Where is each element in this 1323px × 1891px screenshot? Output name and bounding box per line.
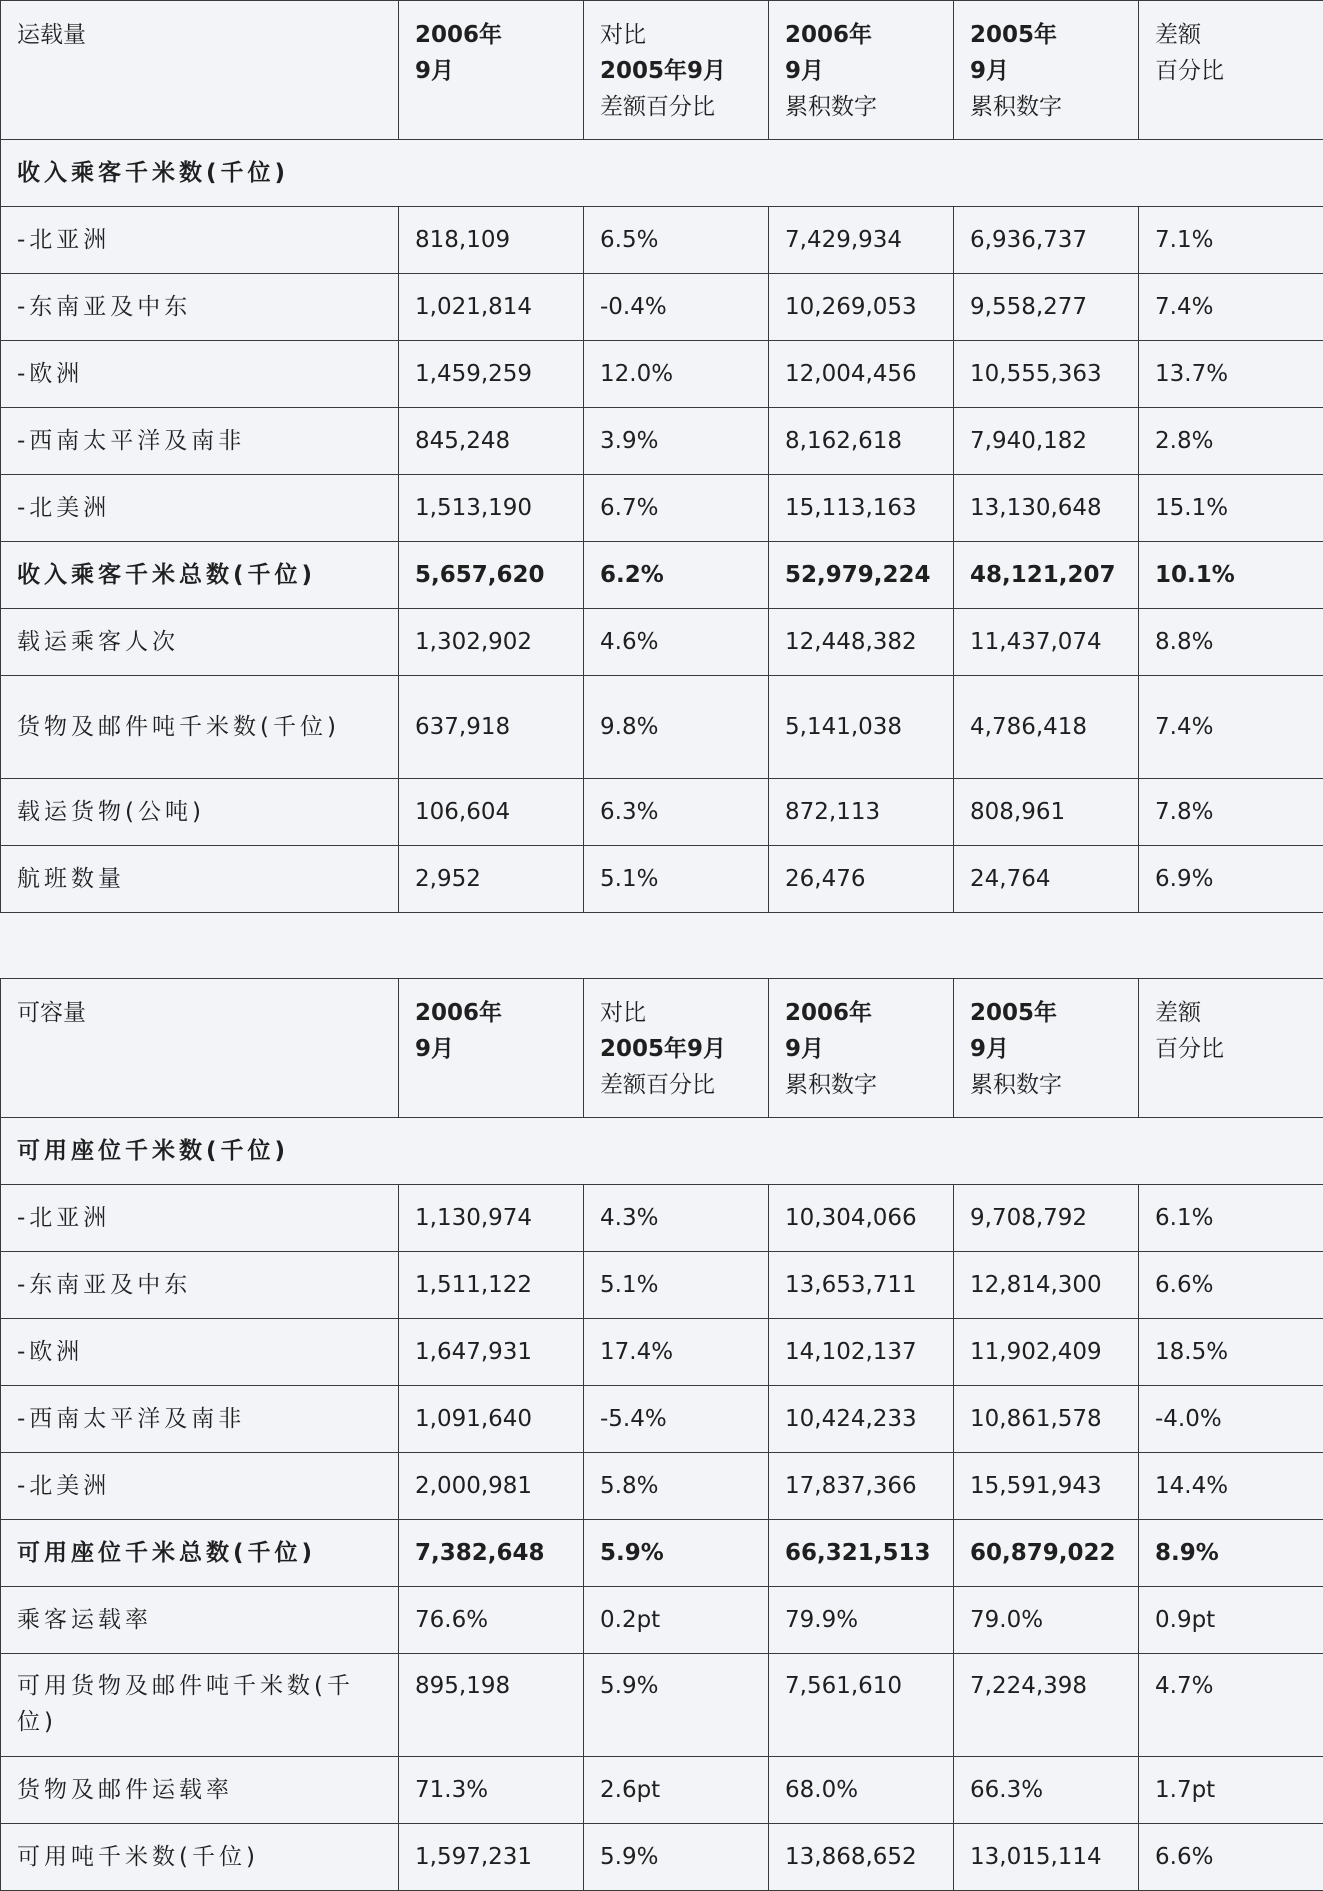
value-diff-pct: 1.7pt bbox=[1139, 1757, 1323, 1824]
section-title: 可用座位千米数(千位) bbox=[1, 1118, 1323, 1185]
table-row bbox=[1, 1252, 1323, 1319]
value-vs-2005: -5.4% bbox=[584, 1386, 769, 1453]
value-ytd-2005: 13,015,114 bbox=[954, 1824, 1139, 1891]
value-vs-2005: 12.0% bbox=[584, 341, 769, 408]
row-label: 货物及邮件运载率 bbox=[1, 1757, 399, 1824]
value-ytd-2005: 4,786,418 bbox=[954, 676, 1139, 779]
total-row bbox=[1, 542, 1323, 609]
value-month-2006: 76.6% bbox=[399, 1587, 584, 1654]
header-diff-pct: 差额 百分比 bbox=[1139, 1, 1323, 140]
value-month-2006: 1,513,190 bbox=[399, 475, 584, 542]
value-diff-pct: 13.7% bbox=[1139, 341, 1323, 408]
value-vs-2005: 5.9% bbox=[584, 1824, 769, 1891]
value-month-2006: 1,647,931 bbox=[399, 1319, 584, 1386]
value-vs-2005: 17.4% bbox=[584, 1319, 769, 1386]
row-label: -北亚洲 bbox=[1, 1185, 399, 1252]
value-month-2006: 637,918 bbox=[399, 676, 584, 779]
section-title: 收入乘客千米数(千位) bbox=[1, 140, 1323, 207]
value-vs-2005: 2.6pt bbox=[584, 1757, 769, 1824]
table-row bbox=[1, 1587, 1323, 1654]
value-diff-pct: 6.6% bbox=[1139, 1252, 1323, 1319]
value-ytd-2005: 10,555,363 bbox=[954, 341, 1139, 408]
value-diff-pct: 15.1% bbox=[1139, 475, 1323, 542]
table-row bbox=[1, 274, 1323, 341]
row-label: -东南亚及中东 bbox=[1, 1252, 399, 1319]
value-month-2006: 1,302,902 bbox=[399, 609, 584, 676]
table-row bbox=[1, 1757, 1323, 1824]
value-diff-pct: 8.9% bbox=[1139, 1520, 1323, 1587]
header-ytd-2005: 2005年 9月 累积数字 bbox=[954, 1, 1139, 140]
value-ytd-2006: 15,113,163 bbox=[769, 475, 954, 542]
value-ytd-2005: 11,902,409 bbox=[954, 1319, 1139, 1386]
value-diff-pct: 10.1% bbox=[1139, 542, 1323, 609]
table-header-row bbox=[1, 979, 1323, 1118]
value-month-2006: 845,248 bbox=[399, 408, 584, 475]
table-row bbox=[1, 609, 1323, 676]
row-label: 航班数量 bbox=[1, 846, 399, 913]
value-ytd-2005: 808,961 bbox=[954, 779, 1139, 846]
value-month-2006: 2,952 bbox=[399, 846, 584, 913]
row-label: -北亚洲 bbox=[1, 207, 399, 274]
header-vs-2005: 对比 2005年9月 差额百分比 bbox=[584, 979, 769, 1118]
value-ytd-2005: 24,764 bbox=[954, 846, 1139, 913]
value-ytd-2005: 12,814,300 bbox=[954, 1252, 1139, 1319]
value-ytd-2006: 52,979,224 bbox=[769, 542, 954, 609]
table-row bbox=[1, 1319, 1323, 1386]
row-label: -西南太平洋及南非 bbox=[1, 408, 399, 475]
value-vs-2005: 5.9% bbox=[584, 1654, 769, 1757]
value-vs-2005: 0.2pt bbox=[584, 1587, 769, 1654]
value-vs-2005: 5.1% bbox=[584, 846, 769, 913]
value-ytd-2006: 17,837,366 bbox=[769, 1453, 954, 1520]
header-ytd-2006: 2006年 9月 累积数字 bbox=[769, 1, 954, 140]
value-ytd-2006: 8,162,618 bbox=[769, 408, 954, 475]
value-ytd-2006: 10,424,233 bbox=[769, 1386, 954, 1453]
header-diff-pct: 差额 百分比 bbox=[1139, 979, 1323, 1118]
value-vs-2005: 5.9% bbox=[584, 1520, 769, 1587]
value-ytd-2005: 7,940,182 bbox=[954, 408, 1139, 475]
value-ytd-2006: 7,429,934 bbox=[769, 207, 954, 274]
value-vs-2005: 4.3% bbox=[584, 1185, 769, 1252]
value-month-2006: 1,130,974 bbox=[399, 1185, 584, 1252]
value-vs-2005: 6.5% bbox=[584, 207, 769, 274]
row-label: 载运货物(公吨) bbox=[1, 779, 399, 846]
value-ytd-2006: 14,102,137 bbox=[769, 1319, 954, 1386]
value-diff-pct: 2.8% bbox=[1139, 408, 1323, 475]
value-ytd-2006: 12,448,382 bbox=[769, 609, 954, 676]
value-diff-pct: 6.9% bbox=[1139, 846, 1323, 913]
value-vs-2005: 4.6% bbox=[584, 609, 769, 676]
value-ytd-2005: 15,591,943 bbox=[954, 1453, 1139, 1520]
value-ytd-2006: 66,321,513 bbox=[769, 1520, 954, 1587]
value-vs-2005: 6.7% bbox=[584, 475, 769, 542]
value-month-2006: 5,657,620 bbox=[399, 542, 584, 609]
value-diff-pct: 0.9pt bbox=[1139, 1587, 1323, 1654]
row-label: 可用吨千米数(千位) bbox=[1, 1824, 399, 1891]
value-diff-pct: 6.1% bbox=[1139, 1185, 1323, 1252]
header-label-column: 可容量 bbox=[1, 979, 399, 1118]
value-ytd-2005: 7,224,398 bbox=[954, 1654, 1139, 1757]
value-ytd-2005: 9,708,792 bbox=[954, 1185, 1139, 1252]
value-diff-pct: 14.4% bbox=[1139, 1453, 1323, 1520]
header-label-column: 运载量 bbox=[1, 1, 399, 140]
row-label: 可用座位千米总数(千位) bbox=[1, 1520, 399, 1587]
value-month-2006: 1,511,122 bbox=[399, 1252, 584, 1319]
row-label: -北美洲 bbox=[1, 1453, 399, 1520]
value-diff-pct: 7.4% bbox=[1139, 274, 1323, 341]
row-label: 可用货物及邮件吨千米数(千位) bbox=[1, 1654, 399, 1757]
table-row bbox=[1, 779, 1323, 846]
value-ytd-2005: 66.3% bbox=[954, 1757, 1139, 1824]
value-vs-2005: 9.8% bbox=[584, 676, 769, 779]
header-vs-2005: 对比 2005年9月 差额百分比 bbox=[584, 1, 769, 140]
value-diff-pct: 7.1% bbox=[1139, 207, 1323, 274]
value-ytd-2006: 13,868,652 bbox=[769, 1824, 954, 1891]
table-row bbox=[1, 408, 1323, 475]
value-ytd-2006: 79.9% bbox=[769, 1587, 954, 1654]
table-row bbox=[1, 676, 1323, 779]
value-ytd-2006: 68.0% bbox=[769, 1757, 954, 1824]
table-row bbox=[1, 1185, 1323, 1252]
value-ytd-2005: 11,437,074 bbox=[954, 609, 1139, 676]
total-row bbox=[1, 1520, 1323, 1587]
value-month-2006: 1,021,814 bbox=[399, 274, 584, 341]
table-row bbox=[1, 846, 1323, 913]
table-header-row bbox=[1, 1, 1323, 140]
row-label: -西南太平洋及南非 bbox=[1, 1386, 399, 1453]
value-vs-2005: -0.4% bbox=[584, 274, 769, 341]
value-diff-pct: 18.5% bbox=[1139, 1319, 1323, 1386]
value-ytd-2005: 48,121,207 bbox=[954, 542, 1139, 609]
table-row bbox=[1, 1824, 1323, 1891]
traffic-table bbox=[0, 0, 1323, 913]
value-month-2006: 71.3% bbox=[399, 1757, 584, 1824]
row-label: 载运乘客人次 bbox=[1, 609, 399, 676]
row-label: -欧洲 bbox=[1, 341, 399, 408]
section-row bbox=[1, 140, 1323, 207]
value-vs-2005: 3.9% bbox=[584, 408, 769, 475]
value-ytd-2006: 10,304,066 bbox=[769, 1185, 954, 1252]
value-diff-pct: 6.6% bbox=[1139, 1824, 1323, 1891]
value-ytd-2006: 13,653,711 bbox=[769, 1252, 954, 1319]
value-ytd-2006: 872,113 bbox=[769, 779, 954, 846]
value-ytd-2005: 79.0% bbox=[954, 1587, 1139, 1654]
value-ytd-2005: 10,861,578 bbox=[954, 1386, 1139, 1453]
value-month-2006: 1,091,640 bbox=[399, 1386, 584, 1453]
table-row bbox=[1, 475, 1323, 542]
value-ytd-2006: 10,269,053 bbox=[769, 274, 954, 341]
value-month-2006: 1,459,259 bbox=[399, 341, 584, 408]
value-month-2006: 2,000,981 bbox=[399, 1453, 584, 1520]
value-ytd-2005: 60,879,022 bbox=[954, 1520, 1139, 1587]
row-label: -东南亚及中东 bbox=[1, 274, 399, 341]
table-row bbox=[1, 1453, 1323, 1520]
value-month-2006: 895,198 bbox=[399, 1654, 584, 1757]
value-ytd-2006: 26,476 bbox=[769, 846, 954, 913]
row-label: 货物及邮件吨千米数(千位) bbox=[1, 676, 399, 779]
value-vs-2005: 5.8% bbox=[584, 1453, 769, 1520]
value-vs-2005: 6.2% bbox=[584, 542, 769, 609]
table-row bbox=[1, 1386, 1323, 1453]
value-month-2006: 818,109 bbox=[399, 207, 584, 274]
value-ytd-2006: 12,004,456 bbox=[769, 341, 954, 408]
header-ytd-2005: 2005年 9月 累积数字 bbox=[954, 979, 1139, 1118]
value-ytd-2005: 13,130,648 bbox=[954, 475, 1139, 542]
value-month-2006: 1,597,231 bbox=[399, 1824, 584, 1891]
header-month-2006: 2006年 9月 bbox=[399, 1, 584, 140]
value-month-2006: 7,382,648 bbox=[399, 1520, 584, 1587]
table-row bbox=[1, 207, 1323, 274]
section-row bbox=[1, 1118, 1323, 1185]
value-vs-2005: 6.3% bbox=[584, 779, 769, 846]
value-ytd-2006: 5,141,038 bbox=[769, 676, 954, 779]
row-label: -欧洲 bbox=[1, 1319, 399, 1386]
capacity-table bbox=[0, 978, 1323, 1891]
table-row bbox=[1, 1654, 1323, 1757]
row-label: 收入乘客千米总数(千位) bbox=[1, 542, 399, 609]
value-ytd-2005: 6,936,737 bbox=[954, 207, 1139, 274]
value-vs-2005: 5.1% bbox=[584, 1252, 769, 1319]
value-diff-pct: 7.4% bbox=[1139, 676, 1323, 779]
header-month-2006: 2006年 9月 bbox=[399, 979, 584, 1118]
value-ytd-2005: 9,558,277 bbox=[954, 274, 1139, 341]
row-label: -北美洲 bbox=[1, 475, 399, 542]
value-diff-pct: 4.7% bbox=[1139, 1654, 1323, 1757]
value-diff-pct: 8.8% bbox=[1139, 609, 1323, 676]
header-ytd-2006: 2006年 9月 累积数字 bbox=[769, 979, 954, 1118]
value-month-2006: 106,604 bbox=[399, 779, 584, 846]
row-label: 乘客运载率 bbox=[1, 1587, 399, 1654]
value-ytd-2006: 7,561,610 bbox=[769, 1654, 954, 1757]
table-row bbox=[1, 341, 1323, 408]
value-diff-pct: 7.8% bbox=[1139, 779, 1323, 846]
value-diff-pct: -4.0% bbox=[1139, 1386, 1323, 1453]
